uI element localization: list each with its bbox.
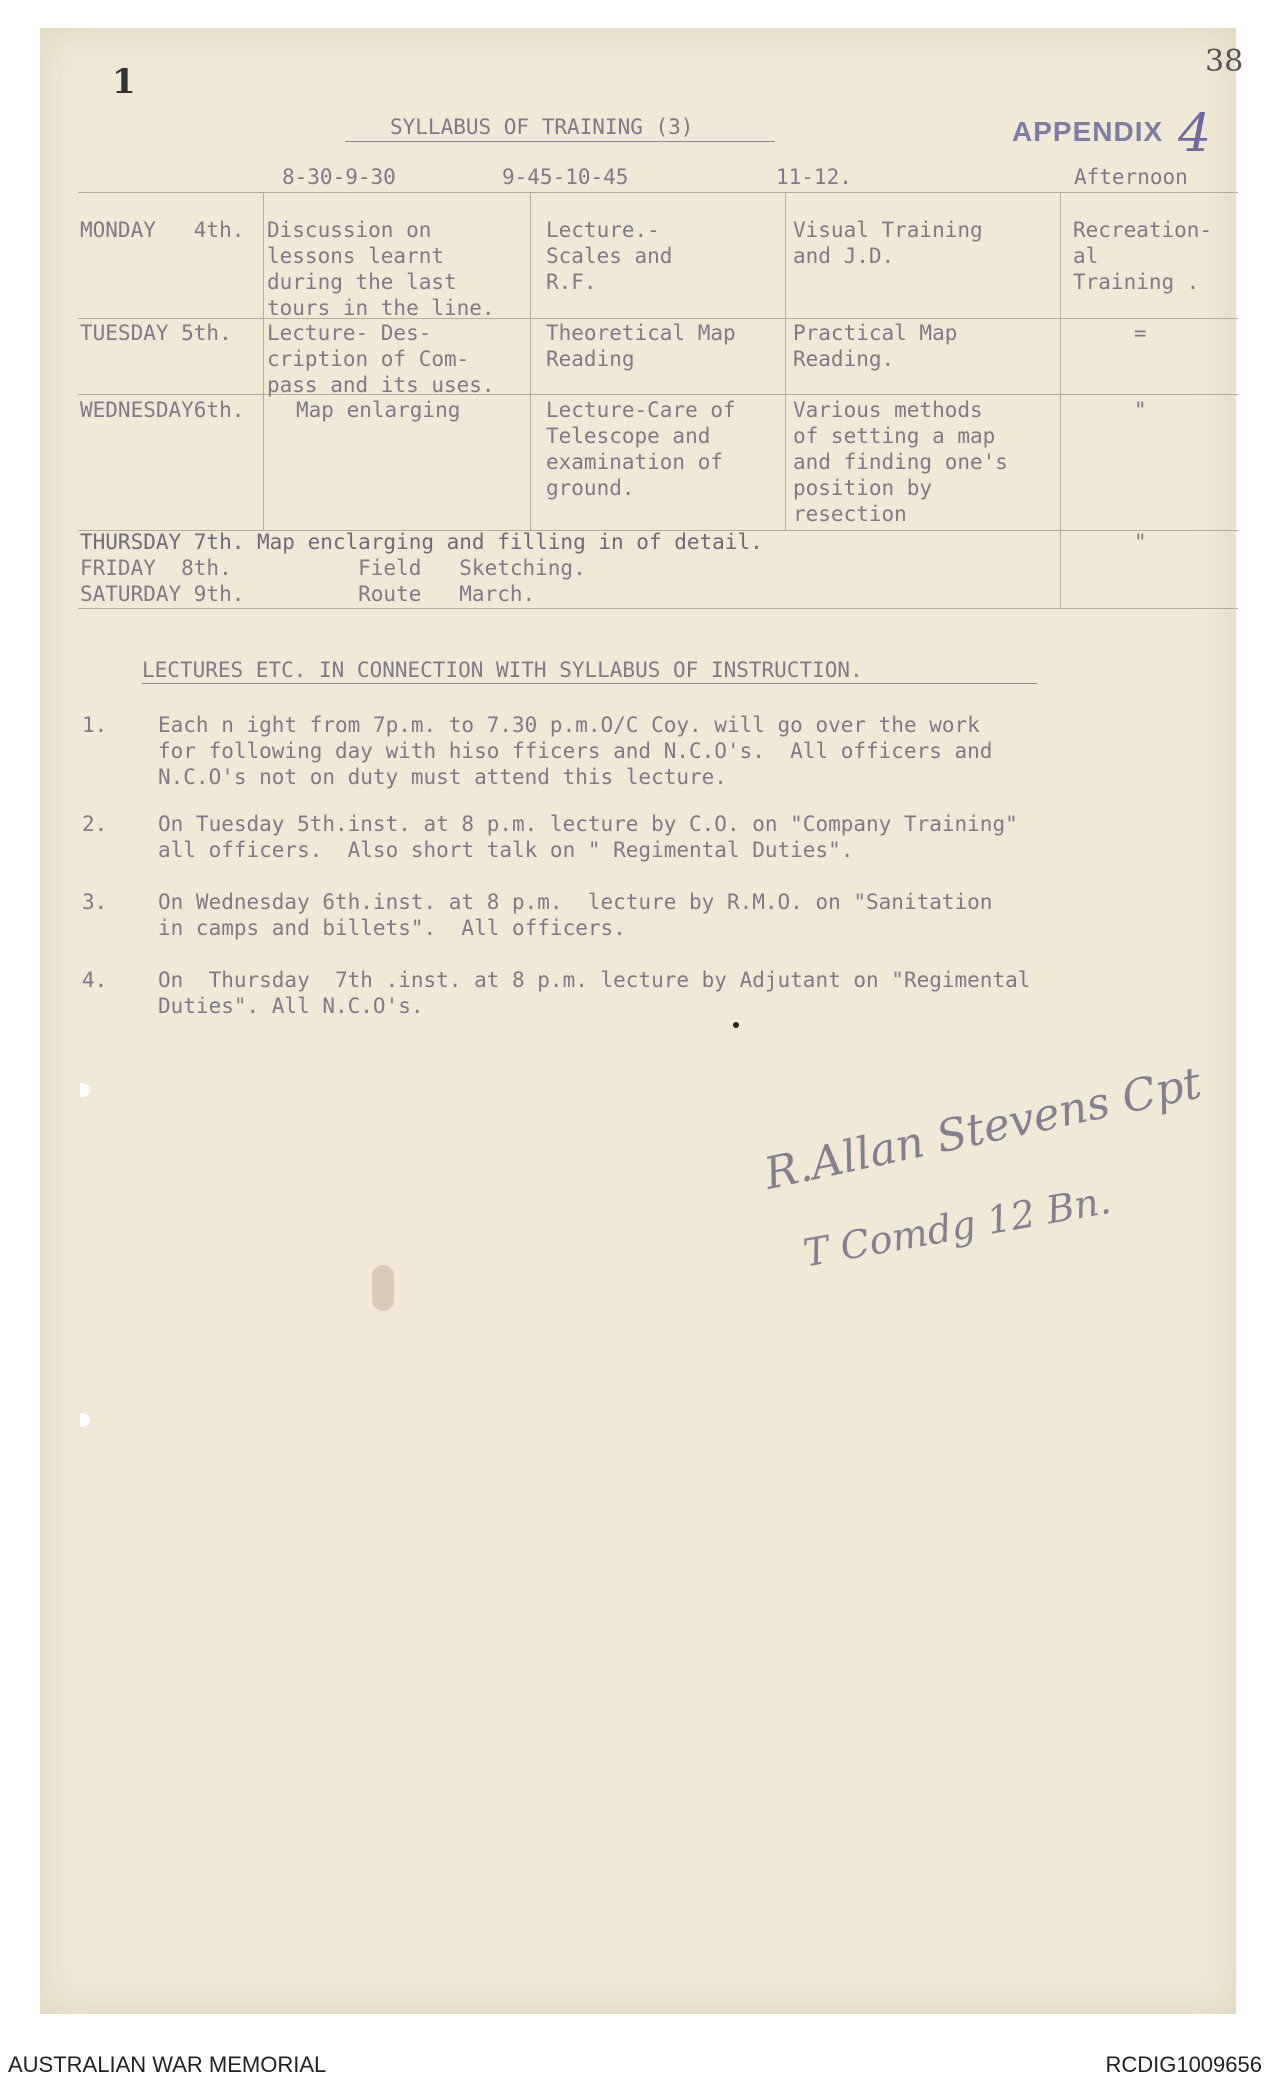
- row-slot-3: Various methods of setting a map and finding one's position by resection: [793, 398, 1008, 526]
- lecture-number: 2.: [82, 812, 108, 836]
- ink-smudge: [372, 1265, 394, 1311]
- row-slot-2: Theoretical Map Reading: [546, 321, 736, 371]
- page-number: 38: [1205, 44, 1244, 79]
- row-slot-2: Lecture.- Scales and R.F.: [546, 218, 673, 294]
- column-header-time-1: 8-30-9-30: [282, 165, 396, 189]
- row-slot-2: Lecture-Care of Telescope and examination of ground.: [546, 398, 736, 500]
- title-underline: [345, 141, 775, 142]
- table-divider: [263, 192, 264, 530]
- lecture-number: 4.: [82, 968, 108, 992]
- lecture-text: On Wednesday 6th.inst. at 8 p.m. lecture by R.M.O. on "Sanitation in camps and billets". All officers.: [158, 890, 993, 940]
- column-header-time-3: 11-12.: [776, 165, 852, 189]
- corner-mark: 1: [112, 62, 136, 102]
- merged-row: SATURDAY 9th. Route March.: [80, 582, 536, 606]
- row-slot-1: Lecture- Des- cription of Com- pass and its uses.: [267, 321, 495, 397]
- table-rule: [78, 318, 1238, 319]
- column-header-time-2: 9-45-10-45: [502, 165, 629, 189]
- table-divider: [785, 192, 786, 530]
- row-day: TUESDAY 5th.: [80, 321, 232, 345]
- lecture-number: 3.: [82, 890, 108, 914]
- column-header-afternoon: Afternoon: [1074, 165, 1188, 189]
- merged-row: THURSDAY 7th. Map enclarging and filling in of detail.: [80, 530, 763, 554]
- signature: R.Allan Stevens Cpt: [760, 1057, 1206, 1200]
- table-rule: [78, 608, 1238, 609]
- table-rule: [78, 192, 1238, 193]
- page-title: SYLLABUS OF TRAINING (3): [390, 115, 694, 139]
- lecture-text: On Thursday 7th .inst. at 8 p.m. lecture by Adjutant on "Regimental Duties". All N.C.O's.: [158, 968, 1031, 1018]
- ink-dot: [733, 1022, 739, 1028]
- row-slot-3: Practical Map Reading.: [793, 321, 958, 371]
- merged-row: FRIDAY 8th. Field Sketching.: [80, 556, 586, 580]
- lecture-number: 1.: [82, 713, 108, 737]
- footer-record-id: RCDIG1009656: [1105, 2052, 1262, 2077]
- table-divider: [530, 192, 531, 530]
- row-slot-1: Discussion on lessons learnt during the last tours in the line.: [267, 218, 495, 320]
- appendix-stamp: APPENDIX: [1012, 116, 1164, 147]
- row-slot-afternoon: ": [1134, 398, 1147, 422]
- lecture-text: On Tuesday 5th.inst. at 8 p.m. lecture by C.O. on "Company Training" all officers. Also short talk on " Regimental Duties".: [158, 812, 1018, 862]
- row-day: MONDAY 4th.: [80, 218, 245, 242]
- row-day: WEDNESDAY6th.: [80, 398, 245, 422]
- lectures-heading: LECTURES ETC. IN CONNECTION WITH SYLLABUS OF INSTRUCTION.: [142, 658, 863, 682]
- table-divider: [1060, 192, 1061, 608]
- lecture-text: Each n ight from 7p.m. to 7.30 p.m.O/C Coy. will go over the work for following day with hiso fficers and N.C.O's. All officers and N.C.O's not on duty must attend this lecture.: [158, 713, 993, 789]
- punch-hole: [80, 1083, 90, 1097]
- lectures-heading-underline: [142, 683, 1037, 684]
- footer-source: AUSTRALIAN WAR MEMORIAL: [8, 2052, 327, 2077]
- row-slot-afternoon: =: [1134, 321, 1147, 345]
- signature-title: T Comdg 12 Bn.: [800, 1177, 1114, 1276]
- row-slot-afternoon: Recreation- al Training .: [1073, 218, 1213, 294]
- table-rule: [78, 394, 1238, 395]
- row-slot-3: Visual Training and J.D.: [793, 218, 983, 268]
- merged-row-afternoon: ": [1134, 530, 1147, 554]
- appendix-number: 4: [1178, 104, 1212, 164]
- row-slot-1: Map enlarging: [296, 398, 461, 422]
- punch-hole: [80, 1413, 90, 1427]
